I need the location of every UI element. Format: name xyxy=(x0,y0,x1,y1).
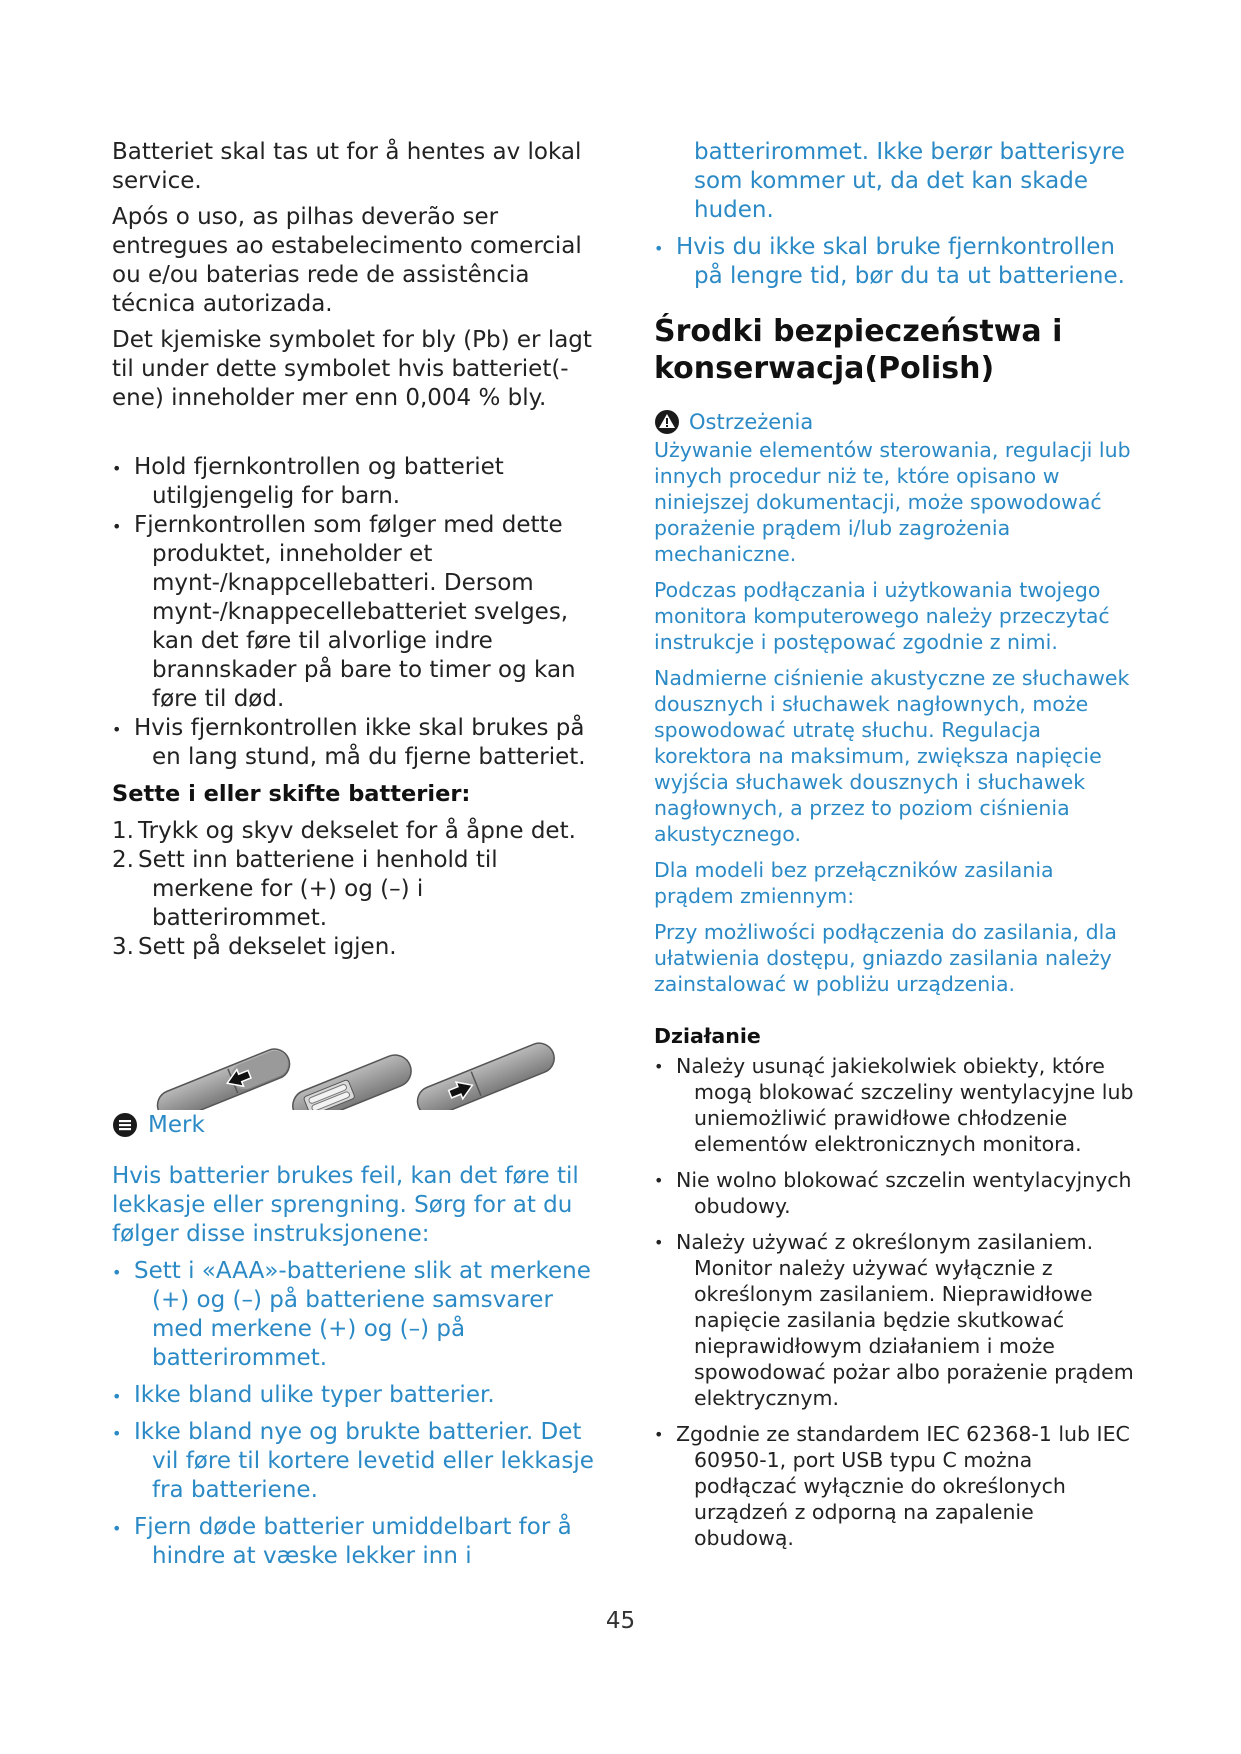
steps-heading: Sette i eller skifte batterier: xyxy=(112,781,471,807)
step-item xyxy=(112,846,602,933)
remote-closed-icon xyxy=(153,1045,294,1110)
operation-list xyxy=(654,1053,1134,1551)
step-number: 2. xyxy=(112,847,134,873)
list-item: • Sett i «AAA»-batteriene slik at merkene (+) og (–) på batteriene samsvarer med merkene (+) og (–) på batterirommet. xyxy=(112,1257,602,1373)
portuguese-battery-text: Após o uso, as pilhas deverão ser entregues ao estabelecimento comercial ou e/ou baterias rede de assistência técnica autorizada. xyxy=(112,204,582,317)
operation-heading: Działanie xyxy=(654,1024,761,1048)
list-item: • Hold fjernkontrollen og batteriet utilgjengelig for barn. xyxy=(112,453,602,511)
note-icon xyxy=(112,1112,138,1138)
step-item xyxy=(112,817,602,846)
warning-icon xyxy=(654,409,680,435)
list-item: • Fjern døde batterier umiddelbart for å hindre at væske lekker inn i xyxy=(112,1513,602,1571)
step-text: Sett på dekselet igjen. xyxy=(138,934,397,960)
step-item xyxy=(112,933,602,962)
list-item: • Nie wolno blokować szczelin wentylacyjnych obudowy. xyxy=(654,1167,1134,1219)
list-item: • Fjernkontrollen som følger med dette produktet, inneholder et mynt-/knappcellebatteri. Dersom mynt-/knappecellebatteriet svelges, kan det føre til alvorlige indre brannskader på bare to timer og kan føre til død. xyxy=(112,511,602,714)
warning-body xyxy=(654,437,1134,997)
warning-paragraph: Nadmierne ciśnienie akustyczne ze słuchawek dousznych i słuchawek nagłownych, może spowodować utratę słuchu. Regulacja korektora na maksimum, zwiększa napięcie wyjścia słuchawek dousznych i słuchawek nagłownych, a przez to poziom ciśnienia akustycznego. xyxy=(654,666,1130,846)
list-item: • Hvis du ikke skal bruke fjernkontrollen på lengre tid, bør du ta ut batteriene. xyxy=(654,233,1134,291)
list-item: • Należy używać z określonym zasilaniem. Monitor należy używać wyłącznie z określonym zasilaniem. Nieprawidłowe napięcie zasilania będzie skutkować nieprawidłowym działaniem i może spowodować pożar albo porażenie prądem elektrycznym. xyxy=(654,1229,1134,1411)
step-text: Sett inn batteriene i henhold til merkene for (+) og (–) i batterirommet. xyxy=(138,847,498,931)
left-column xyxy=(112,138,602,962)
battery-service-text: Batteriet skal tas ut for å hentes av lokal service. xyxy=(112,139,582,194)
list-item: • Ikke bland nye og brukte batterier. Det vil føre til kortere levetid eller lekkasje fra batteriene. xyxy=(112,1418,602,1505)
section-title: Środki bezpieczeństwa i konserwacja(Polish) xyxy=(654,314,1063,386)
lead-symbol-text: Det kjemiske symbolet for bly (Pb) er lagt til under dette symbolet hvis batteriet(-ene) inneholder mer enn 0,004 % bly. xyxy=(112,327,592,411)
note-block xyxy=(112,1112,602,1571)
list-item: • Zgodnie ze standardem IEC 62368-1 lub IEC 60950-1, port USB typu C można podłączać wyłącznie do określonych urządzeń z odporną na zapalenie obudową. xyxy=(654,1421,1134,1551)
right-column xyxy=(654,138,1134,1551)
note-list xyxy=(112,1257,602,1571)
note-header xyxy=(112,1112,602,1138)
remote-open-icon xyxy=(288,1050,416,1110)
warning-header xyxy=(654,409,1134,435)
list-item: • Hvis fjernkontrollen ikke skal brukes på en lang stund, må du fjerne batteriet. xyxy=(112,714,602,772)
step-text: Trykk og skyv dekselet for å åpne det. xyxy=(138,818,576,844)
step-number: 1. xyxy=(112,818,134,844)
warning-paragraph: Dla modeli bez przełączników zasilania prądem zmiennym: xyxy=(654,858,1054,908)
warning-paragraph: Podczas podłączania i użytkowania twojego monitora komputerowego należy przeczytać instrukcje i postępować zgodnie z nimi. xyxy=(654,578,1110,654)
page-number: 45 xyxy=(605,1608,636,1634)
list-item: • Ikke bland ulike typer batterier. xyxy=(112,1381,602,1410)
continued-list xyxy=(654,233,1134,291)
steps-list xyxy=(112,817,602,962)
warning-label: Ostrzeżenia xyxy=(689,410,814,434)
step-number: 3. xyxy=(112,934,134,960)
remote-battery-illustration xyxy=(148,1005,568,1110)
warning-paragraph: Przy możliwości podłączenia do zasilania, dla ułatwienia dostępu, gniazdo zasilania należy zainstalować w pobliżu urządzenia. xyxy=(654,920,1117,996)
note-text: Hvis batterier brukes feil, kan det føre til lekkasje eller sprengning. Sørg for at du følger disse instruksjonene: xyxy=(112,1163,579,1247)
continued-bullet-text: batterirommet. Ikke berør batterisyre som kommer ut, da det kan skade huden. xyxy=(694,139,1125,223)
battery-safety-list xyxy=(112,453,602,772)
remote-closing-icon xyxy=(413,1039,559,1110)
note-label: Merk xyxy=(148,1112,205,1138)
warning-paragraph: Używanie elementów sterowania, regulacji lub innych procedur niż te, które opisano w niniejszej dokumentacji, może spowodować porażenie prądem i/lub zagrożenia mechaniczne. xyxy=(654,438,1131,566)
list-item: • Należy usunąć jakiekolwiek obiekty, które mogą blokować szczeliny wentylacyjne lub uniemożliwić prawidłowe chłodzenie elementów elektronicznych monitora. xyxy=(654,1053,1134,1157)
